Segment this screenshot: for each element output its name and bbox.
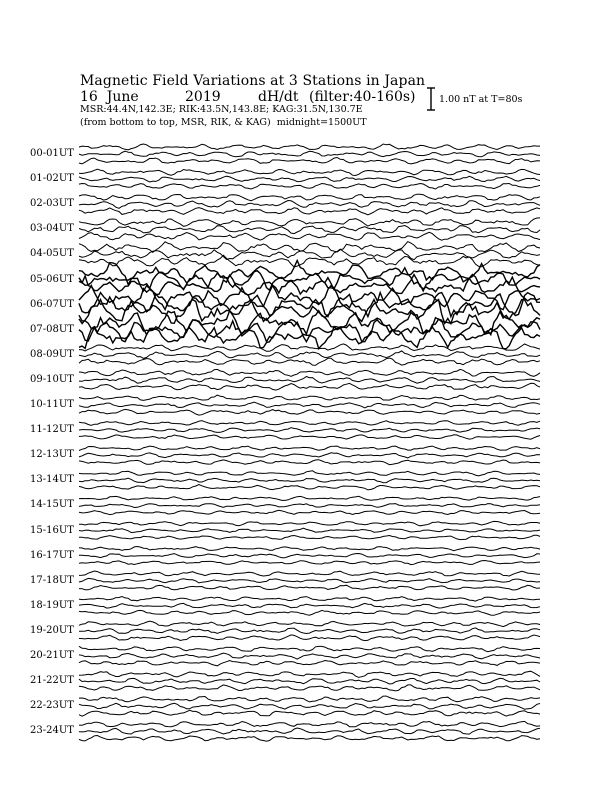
- trace-kag: [79, 561, 540, 565]
- hour-label: 00-01UT: [30, 148, 74, 159]
- trace-kag: [79, 736, 540, 742]
- trace-kag: [79, 535, 540, 539]
- filter-label: (filter:40-160s): [309, 89, 416, 105]
- hour-label: 22-23UT: [30, 700, 74, 712]
- hour-label: 05-06UT: [30, 273, 74, 285]
- trace-msr: [79, 369, 540, 376]
- trace-kag: [79, 610, 540, 615]
- trace-rik: [79, 478, 540, 483]
- trace-msr: [79, 218, 540, 226]
- trace-rik: [79, 377, 540, 384]
- trace-kag: [79, 358, 540, 365]
- trace-rik: [79, 201, 540, 209]
- trace-rik: [79, 678, 540, 684]
- trace-msr: [79, 646, 540, 651]
- trace-rik: [79, 402, 540, 408]
- trace-kag: [79, 383, 540, 390]
- trace-kag: [79, 585, 540, 590]
- trace-msr: [79, 721, 540, 726]
- hour-label: 11-12UT: [30, 424, 74, 436]
- trace-msr: [79, 421, 540, 426]
- trace-kag: [79, 635, 540, 641]
- stations-label: MSR:44.4N,142.3E; RIK:43.5N,143.8E; KAG:31.5N,130.7E: [80, 104, 363, 115]
- scale-bar-icon: [427, 88, 435, 110]
- date-label: 16 June: [80, 89, 139, 105]
- hour-label: 15-16UT: [30, 524, 74, 536]
- hour-label: 01-02UT: [30, 173, 74, 185]
- trace-kag: [79, 485, 540, 490]
- hour-label: 03-04UT: [30, 223, 74, 235]
- trace-rik: [79, 226, 540, 234]
- trace-rik: [79, 703, 540, 709]
- trace-rik: [79, 628, 540, 634]
- trace-rik: [79, 504, 540, 508]
- trace-kag: [79, 232, 540, 240]
- trace-msr: [79, 571, 540, 576]
- trace-rik: [79, 151, 540, 157]
- trace-msr: [79, 671, 540, 677]
- trace-rik: [79, 428, 540, 433]
- hour-label: 18-19UT: [30, 599, 74, 611]
- trace-kag: [79, 255, 540, 267]
- hour-label: 09-10UT: [30, 373, 74, 385]
- hour-label: 13-14UT: [30, 474, 74, 486]
- chart-title: Magnetic Field Variations at 3 Stations in Japan: [80, 73, 426, 89]
- trace-rik: [79, 728, 540, 734]
- trace-kag: [79, 460, 540, 465]
- hour-label: 16-17UT: [30, 549, 74, 561]
- trace-msr: [79, 496, 540, 500]
- trace-msr: [79, 144, 540, 150]
- trace-group: [79, 144, 540, 741]
- trace-msr: [79, 521, 540, 525]
- quantity-label: dH/dt: [258, 89, 299, 105]
- hour-label: 06-07UT: [30, 298, 74, 310]
- year-label: 2019: [185, 89, 221, 105]
- trace-msr: [79, 446, 540, 450]
- trace-msr: [79, 242, 540, 253]
- trace-kag: [79, 300, 540, 324]
- trace-msr: [79, 395, 540, 400]
- scale-label: 1.00 nT at T=80s: [439, 94, 523, 105]
- hour-label: 04-05UT: [30, 248, 74, 260]
- trace-rik: [79, 453, 540, 458]
- hour-label: 17-18UT: [30, 574, 74, 586]
- trace-rik: [79, 351, 540, 359]
- trace-msr: [79, 194, 540, 201]
- order-note: (from bottom to top, MSR, RIK, & KAG): [80, 117, 271, 128]
- trace-kag: [79, 208, 540, 215]
- trace-kag: [79, 685, 540, 691]
- hour-label: 10-11UT: [30, 399, 74, 410]
- trace-msr: [79, 696, 540, 702]
- trace-rik: [79, 603, 540, 608]
- hour-label: 08-09UT: [30, 348, 74, 360]
- midnight-note: midnight=1500UT: [276, 117, 367, 128]
- trace-kag: [79, 510, 540, 514]
- trace-msr: [79, 621, 540, 627]
- trace-kag: [79, 710, 540, 716]
- trace-msr: [79, 471, 540, 476]
- order-line: [80, 117, 367, 128]
- hour-label: 21-22UT: [30, 675, 74, 687]
- trace-rik: [79, 528, 540, 532]
- hour-label: 02-03UT: [30, 198, 74, 210]
- trace-kag: [79, 409, 540, 415]
- hour-label: 14-15UT: [30, 499, 74, 511]
- trace-kag: [79, 184, 540, 190]
- hour-label: 07-08UT: [30, 323, 74, 335]
- trace-rik: [79, 554, 540, 558]
- trace-kag: [79, 158, 540, 164]
- trace-rik: [79, 653, 540, 659]
- hour-label: 23-24UT: [30, 725, 74, 737]
- hour-label: 20-21UT: [30, 650, 74, 661]
- trace-msr: [79, 547, 540, 551]
- hour-label: 12-13UT: [30, 449, 74, 461]
- hour-label: 19-20UT: [30, 624, 74, 636]
- trace-kag: [79, 435, 540, 439]
- trace-kag: [79, 661, 540, 666]
- trace-msr: [79, 344, 540, 351]
- trace-msr: [79, 169, 540, 175]
- trace-rik: [79, 176, 540, 182]
- trace-rik: [79, 578, 540, 583]
- trace-msr: [79, 597, 540, 602]
